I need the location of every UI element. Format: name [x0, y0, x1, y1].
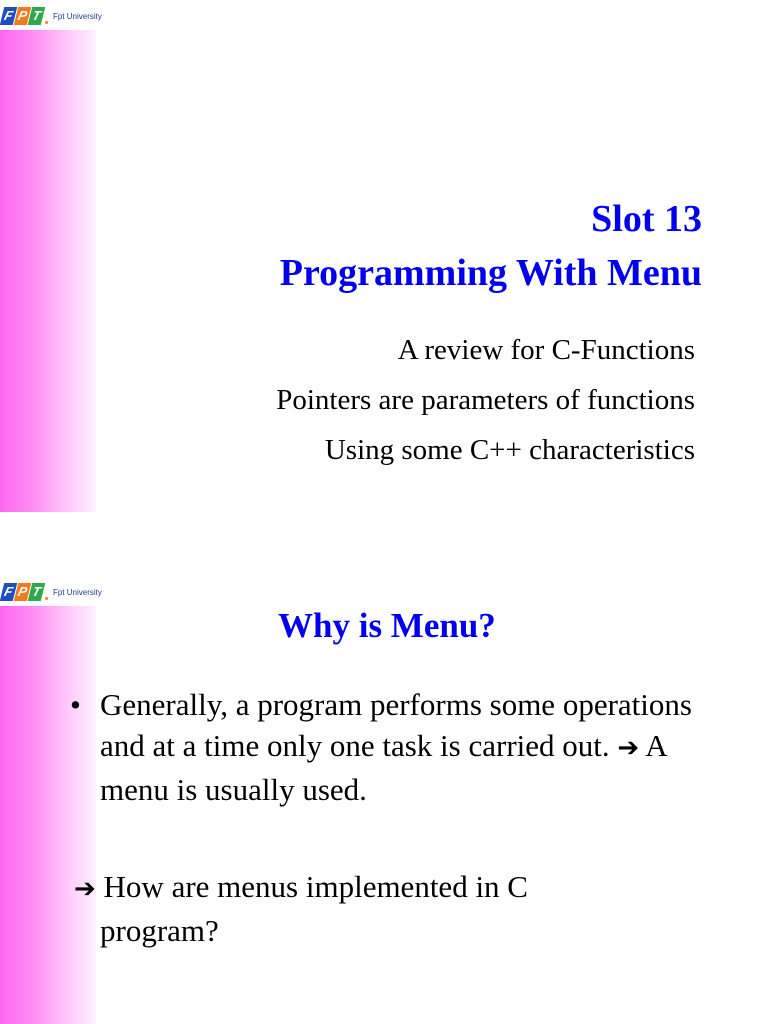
- logo-text: Fpt University: [53, 11, 102, 21]
- slide-1-title: [280, 192, 702, 300]
- slide-1-sidebar: [0, 0, 96, 512]
- logo-letter-t: T: [28, 583, 45, 601]
- bullet-tail: A menu is usually used.: [100, 728, 666, 807]
- logo-text: Fpt University: [53, 587, 102, 597]
- arrow-right-icon: ➔: [617, 733, 640, 763]
- logo-letter-p: P: [14, 583, 31, 601]
- subtitle-3: Using some C++ characteristics: [324, 434, 695, 466]
- bullet-dot-icon: •: [70, 687, 81, 722]
- logo-letter-p: P: [14, 7, 31, 25]
- arrow-right-icon: ➔: [74, 874, 96, 904]
- logo-letter-t: T: [28, 7, 45, 25]
- slide-1-logo-bar: [0, 0, 768, 30]
- question-line-1: How are menus implemented in C: [103, 869, 528, 904]
- question-line-2: program?: [100, 913, 219, 948]
- question-paragraph: [74, 866, 714, 951]
- subtitle-1: A review for C-Functions: [397, 334, 695, 366]
- bullet-item: [70, 684, 710, 810]
- bullet-body: Generally, a program performs some operations and at a time only one task is carried out.: [100, 687, 692, 763]
- logo-dot: [45, 597, 48, 600]
- fpt-logo: [2, 5, 102, 27]
- subtitle-2: Pointers are parameters of functions: [276, 384, 695, 416]
- title-line-1: Slot 13: [591, 198, 702, 240]
- title-line-2: Programming With Menu: [279, 252, 702, 294]
- logo-dot: [45, 21, 48, 24]
- bullet-text: [100, 684, 710, 810]
- slide-2-title: Why is Menu?: [278, 606, 496, 645]
- slide-2: [0, 576, 768, 1024]
- slide-2-logo-bar: [0, 576, 768, 606]
- logo-letter-f: F: [0, 7, 17, 25]
- logo-letter-f: F: [0, 583, 17, 601]
- fpt-logo: [2, 581, 102, 603]
